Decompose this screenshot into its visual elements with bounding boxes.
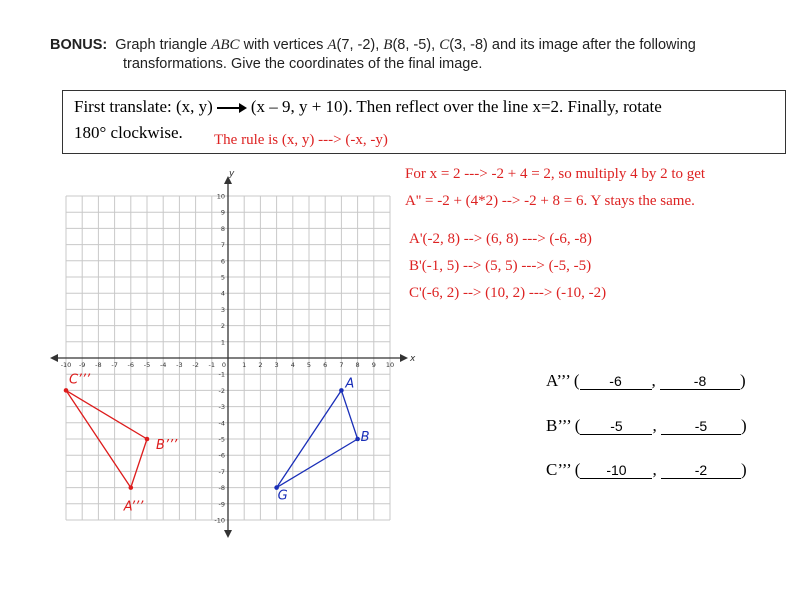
image-vertex-point <box>145 437 150 442</box>
x-axis-label: x <box>410 354 416 364</box>
x-tick-label: -7 <box>111 361 118 369</box>
x-tick-label: -4 <box>159 361 167 369</box>
answer-b-y: -5 <box>661 418 741 435</box>
y-tick-label: -5 <box>218 435 225 444</box>
x-tick-label: 10 <box>385 361 395 369</box>
x-tick-label: -1 <box>208 361 216 369</box>
bonus-b: B <box>383 37 393 53</box>
x-tick-label: -5 <box>143 361 151 369</box>
a-steps-note: A'(-2, 8) --> (6, 8) ---> (-6, -8) <box>409 231 592 247</box>
x-tick-label: 8 <box>355 361 360 369</box>
bonus-c: C <box>439 37 450 53</box>
rotation-rule-note: The rule is (x, y) ---> (-x, -y) <box>214 132 388 148</box>
bonus-abc: ABC <box>211 37 240 53</box>
x-tick-label: -9 <box>78 361 86 369</box>
y-tick-label: 7 <box>220 241 225 250</box>
y-tick-label: -10 <box>214 516 225 525</box>
answer-b-comma: , <box>652 416 657 435</box>
bonus-c-coord: (3, -8) and its image after the following <box>449 37 696 53</box>
bonus-label: BONUS: <box>50 37 108 53</box>
c-steps-note: C'(-6, 2) --> (10, 2) ---> (-10, -2) <box>409 285 607 301</box>
answer-b-close: ) <box>740 416 747 435</box>
answer-c-close: ) <box>740 460 747 479</box>
image-vertex-label: B’’’ <box>156 438 178 453</box>
translate-text: First translate: (x, y) <box>74 97 213 116</box>
y-tick-label: -3 <box>218 403 225 412</box>
y-tick-label: 2 <box>220 322 225 331</box>
answer-a-label: A’’’ <box>546 371 570 390</box>
y-axis-label: y <box>229 169 235 179</box>
x-tick-label: 7 <box>339 361 344 369</box>
translate-rest-text: (x – 9, y + 10). Then reflect over the line x=2. Finally, rotate <box>250 97 662 116</box>
answer-c-x: -10 <box>580 462 652 479</box>
x-tick-label: 3 <box>274 361 279 369</box>
x-tick-label: 0 <box>221 361 227 369</box>
y-tick-label: 1 <box>220 338 225 347</box>
x-tick-label: 5 <box>306 361 312 369</box>
reflect-note-2: A'' = -2 + (4*2) --> -2 + 8 = 6. Y stays the same. <box>405 193 695 209</box>
y-tick-label: 6 <box>220 257 225 266</box>
x-tick-label: -3 <box>176 361 183 369</box>
original-vertex-point <box>355 437 360 442</box>
original-vertex-label: B <box>360 430 370 445</box>
x-tick-label: -2 <box>192 361 199 369</box>
image-vertex-label: C’’’ <box>69 372 91 388</box>
y-tick-label: 3 <box>220 305 225 314</box>
b-steps-note: B'(-1, 5) --> (5, 5) ---> (-5, -5) <box>409 258 592 274</box>
bonus-b-coord: (8, -5), <box>392 37 436 53</box>
original-vertex-point <box>339 388 344 393</box>
answer-b-label: B’’’ <box>546 416 571 435</box>
y-axis-arrow-down <box>224 530 232 538</box>
reflect-note-1: For x = 2 ---> -2 + 4 = 2, so multiply 4 by 2 to get <box>405 166 706 182</box>
y-tick-label: -1 <box>218 370 225 379</box>
x-tick-label: -10 <box>60 361 72 369</box>
answer-b-open: ( <box>574 416 581 435</box>
x-tick-label: 4 <box>290 361 295 369</box>
answer-a-close: ) <box>740 371 746 390</box>
answer-c-label: C’’’ <box>546 460 571 479</box>
image-vertex-point <box>129 485 134 490</box>
image-vertex-label: A’’’ <box>123 499 144 515</box>
x-tick-label: 9 <box>371 361 376 369</box>
x-axis-arrow-left <box>50 354 58 362</box>
bonus-text-b: with vertices <box>243 37 324 53</box>
x-axis-arrow-right <box>400 354 408 362</box>
y-tick-label: 9 <box>220 208 225 217</box>
answer-a-open: ( <box>573 371 580 390</box>
y-tick-label: -7 <box>218 467 225 476</box>
transformation-line-2: 180° clockwise. <box>74 123 183 142</box>
original-vertex-label: A <box>345 376 355 392</box>
y-tick-label: 8 <box>220 224 225 233</box>
y-tick-label: 10 <box>216 192 225 201</box>
y-tick-label: -4 <box>218 419 225 428</box>
bonus-text-a: Graph triangle <box>115 37 208 53</box>
y-tick-label: -8 <box>218 484 225 493</box>
image-vertex-point <box>64 388 69 393</box>
original-vertex-label: G <box>277 488 288 504</box>
x-tick-label: 1 <box>242 361 247 369</box>
answer-a-y: -8 <box>660 373 740 390</box>
answer-a-x: -6 <box>580 373 652 390</box>
answer-a-comma: , <box>651 371 656 390</box>
y-tick-label: -9 <box>218 500 225 509</box>
x-tick-label: 2 <box>258 361 263 369</box>
x-tick-label: -6 <box>127 361 135 369</box>
bonus-a-coord: (7, -2), <box>336 37 380 53</box>
y-tick-label: 5 <box>220 273 225 282</box>
x-tick-label: -8 <box>95 361 102 369</box>
x-tick-label: 6 <box>323 361 328 369</box>
bonus-a: A <box>327 37 337 53</box>
y-tick-label: 4 <box>220 289 225 298</box>
bonus-line-2: transformations. Give the coordinates of the final image. <box>123 56 483 72</box>
answer-c-open: ( <box>574 460 581 479</box>
y-tick-label: -6 <box>218 451 225 460</box>
answer-c-y: -2 <box>661 462 741 479</box>
y-tick-label: -2 <box>218 386 225 395</box>
answer-b-x: -5 <box>580 418 652 435</box>
answer-c-comma: , <box>652 460 657 479</box>
